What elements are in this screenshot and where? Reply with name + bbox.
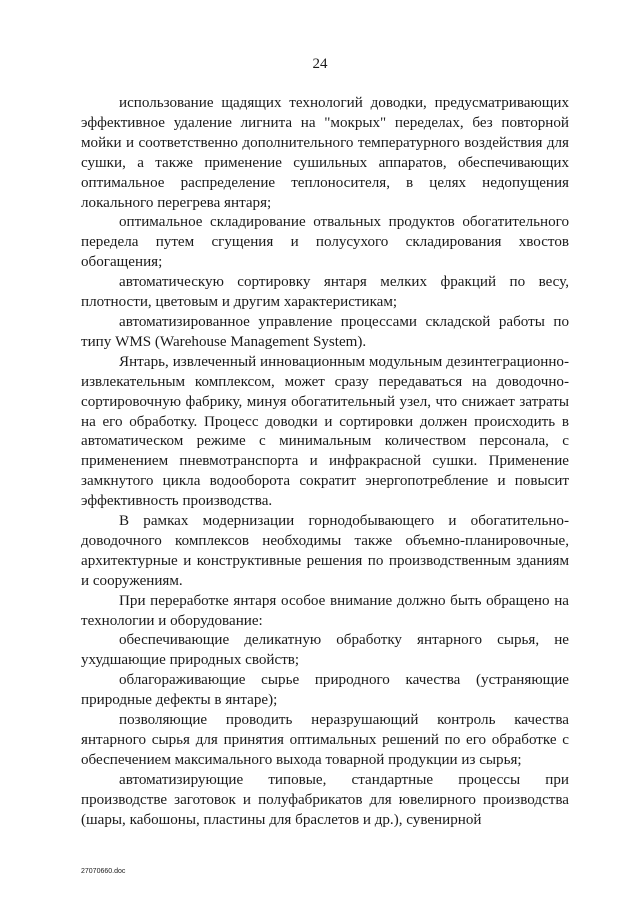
paragraph: обеспечивающие деликатную обработку янтарного сырья, не ухудшающие природных свойств; — [81, 632, 569, 669]
footer-filename: 27070660.doc — [81, 868, 126, 875]
paragraph: Янтарь, извлеченный инновационным модульным дезинтеграционно-извлекательным комплексом, может сразу передаваться на доводочно-сортировочную фабрику, минуя обогатительный узел, что снижает затраты на его обработку. Процесс доводки и сортировки должен происходить в автоматическом режиме с минимальным количеством персонала, с применением пневмотранспорта и инфракрасной сушки. Применение замкнутого цикла водооборота сократит энергопотребление и повысит эффективность производства. — [81, 353, 569, 510]
paragraph: облагораживающие сырье природного качества (устраняющие природные дефекты в янтаре); — [81, 672, 569, 709]
paragraph: автоматизированное управление процессами складской работы по типу WMS (Warehouse Management System). — [81, 313, 569, 350]
paragraph: позволяющие проводить неразрушающий контроль качества янтарного сырья для принятия оптимальных решений по его обработке с обеспечением максимального выхода товарной продукции из сырья; — [81, 712, 569, 768]
page-number: 24 — [312, 56, 328, 72]
paragraph: В рамках модернизации горнодобывающего и обогатительно-доводочного комплексов необходимы также объемно-планировочные, архитектурные и конструктивные решения по производственным зданиям и сооружениям. — [81, 513, 569, 589]
document-body — [81, 94, 569, 831]
paragraph: При переработке янтаря особое внимание должно быть обращено на технологии и оборудование: — [81, 592, 569, 629]
paragraph: автоматизирующие типовые, стандартные процессы при производстве заготовок и полуфабрикатов для ювелирного производства (шары, кабошоны, пластины для браслетов и др.), сувенирной — [81, 771, 569, 828]
paragraph: использование щадящих технологий доводки, предусматривающих эффективное удаление лигнита на "мокрых" переделах, без повторной мойки и соответственно дополнительного температурного воздействия для сушки, а также применение сушильных аппаратов, обеспечивающих оптимальное распределение теплоносителя, в целях недопущения локального перегрева янтаря; — [81, 95, 569, 211]
paragraph: оптимальное складирование отвальных продуктов обогатительного передела путем сгущения и полусухого складирования хвостов обогащения; — [81, 214, 569, 271]
paragraph: автоматическую сортировку янтаря мелких фракций по весу, плотности, цветовым и другим характеристикам; — [81, 274, 569, 311]
